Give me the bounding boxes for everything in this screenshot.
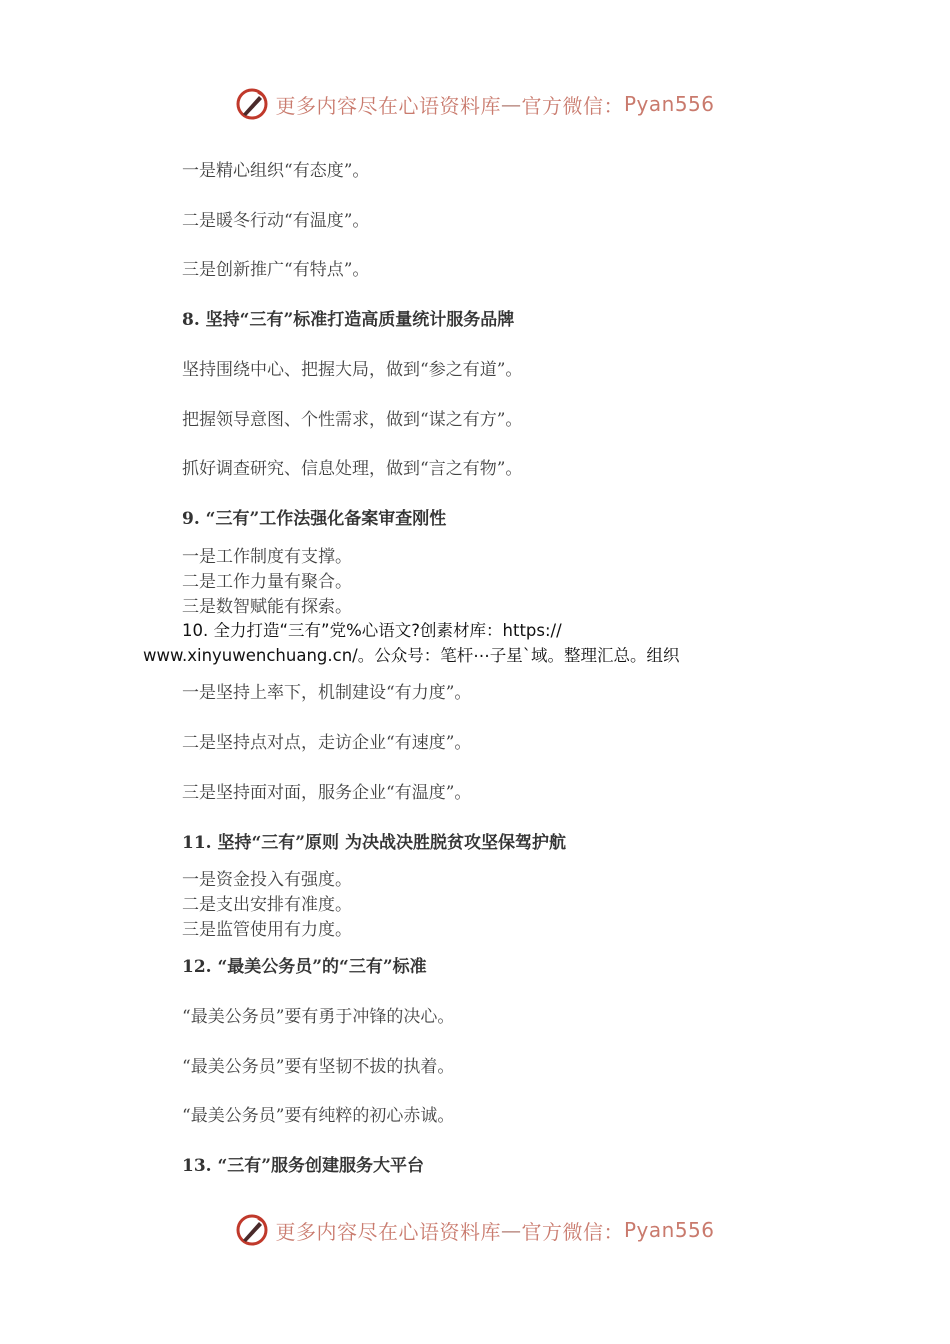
text-line: 一是精心组织“有态度”。 xyxy=(182,161,370,181)
text-line: 二是支出安排有准度。 xyxy=(182,895,352,915)
text-line: 三是监管使用有力度。 xyxy=(182,920,352,940)
section-heading: 12. “最美公务员”的“三有”标准 xyxy=(182,957,427,977)
banner-wechat-id: Pyan556 xyxy=(623,1218,715,1242)
text-line: “最美公务员”要有勇于冲锋的决心。 xyxy=(182,1007,455,1027)
watermark-line: www.xinyuwenchuang.cn/。公众号：笔杆⋯子星`域。整理汇总。组织 xyxy=(143,646,680,665)
text-line: 二是暖冬行动“有温度”。 xyxy=(182,211,370,231)
banner-dash: — xyxy=(500,92,522,116)
text-line: “最美公务员”要有坚韧不拔的执着。 xyxy=(182,1057,455,1077)
text-line: 三是坚持面对面，服务企业“有温度”。 xyxy=(182,783,472,803)
text-line: 抓好调查研究、信息处理，做到“言之有物”。 xyxy=(182,459,523,479)
banner-wechat-label: 官方微信： xyxy=(521,1219,624,1244)
banner-main-text: 更多内容尽在心语资料库 xyxy=(275,93,501,118)
text-line: 一是资金投入有强度。 xyxy=(182,870,352,890)
text-line: 三是创新推广“有特点”。 xyxy=(182,260,370,280)
banner-dash: — xyxy=(500,1218,522,1242)
section-heading: 8. 坚持“三有”标准打造高质量统计服务品牌 xyxy=(182,310,515,330)
text-line: 二是工作力量有聚合。 xyxy=(182,572,352,592)
text-line: “最美公务员”要有纯粹的初心赤诚。 xyxy=(182,1106,455,1126)
text-line: 把握领导意图、个性需求，做到“谋之有方”。 xyxy=(182,410,523,430)
text-line: 一是坚持上率下，机制建设“有力度”。 xyxy=(182,683,472,703)
text-line: 二是坚持点对点，走访企业“有速度”。 xyxy=(182,733,472,753)
text-line: 三是数智赋能有探索。 xyxy=(182,597,352,617)
pen-logo-icon xyxy=(235,1213,269,1247)
banner-main-text: 更多内容尽在心语资料库 xyxy=(275,1219,501,1244)
section-heading: 9. “三有”工作法强化备案审查刚性 xyxy=(182,509,447,529)
text-line: 一是工作制度有支撑。 xyxy=(182,547,352,567)
section-heading: 13. “三有”服务创建服务大平台 xyxy=(182,1156,425,1176)
pen-logo-icon xyxy=(235,87,269,121)
banner-wechat-id: Pyan556 xyxy=(623,92,715,116)
header-banner xyxy=(0,82,950,126)
section-heading-watermarked: 10. 全力打造“三有”党%心语文?创素材库：https:// xyxy=(182,621,562,640)
footer-banner xyxy=(0,1208,950,1252)
section-heading: 11. 坚持“三有”原则 为决战决胜脱贫攻坚保驾护航 xyxy=(182,833,566,853)
banner-wechat-label: 官方微信： xyxy=(521,93,624,118)
text-line: 坚持围绕中心、把握大局，做到“参之有道”。 xyxy=(182,360,523,380)
